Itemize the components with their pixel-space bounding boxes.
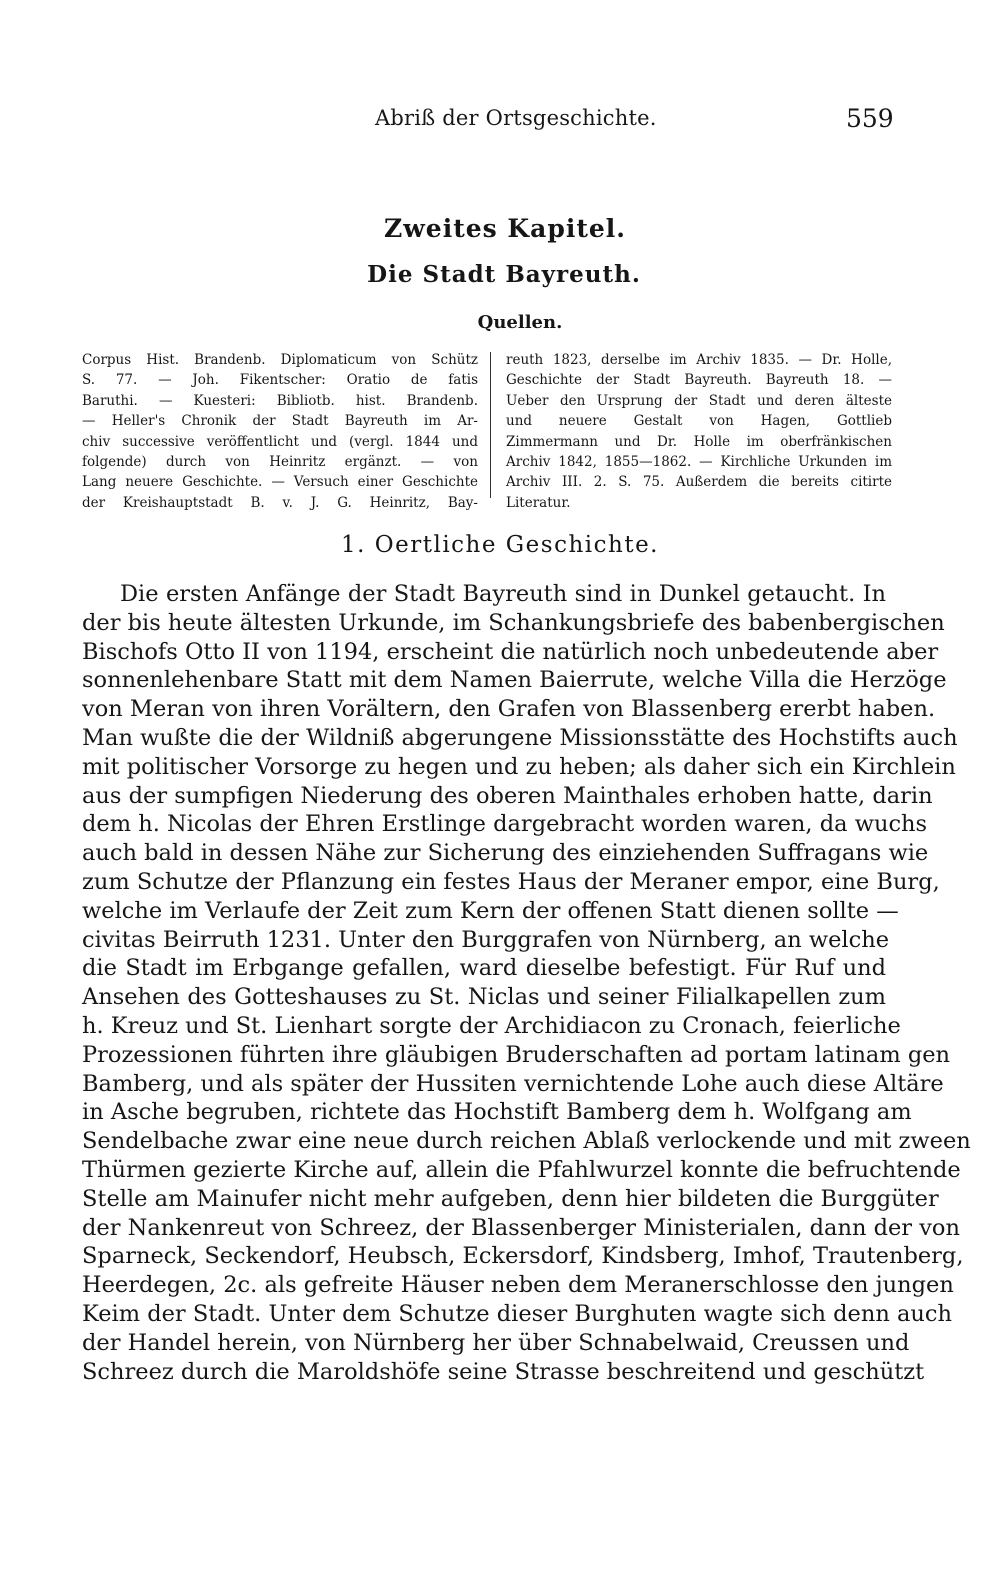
body-paragraph	[82, 580, 971, 1386]
source-line: Geschichte der Stadt Bayreuth. Bayreuth 18. —	[506, 372, 892, 389]
body-line: der Handel herein, von Nürnberg her über Schnabelwaid, Creussen und	[82, 1329, 910, 1356]
source-line: und neuere Gestalt von Hagen, Gottlieb	[506, 413, 892, 430]
running-head: Abriß der Ortsgeschichte.	[375, 106, 657, 130]
body-line: Die ersten Anfänge der Stadt Bayreuth sind in Dunkel getaucht. In	[120, 581, 886, 607]
source-line: folgende) durch von Heinritz ergänzt. — von	[82, 454, 478, 471]
body-line: zum Schutze der Pflanzung ein festes Haus der Meraner empor, eine Burg,	[82, 868, 940, 895]
sources-left-column	[82, 350, 478, 513]
body-line: Bischofs Otto II von 1194, erscheint die natürlich noch unbedeutende aber	[82, 638, 939, 665]
source-line: Archiv III. 2. S. 75. Außerdem die bereits citirte	[506, 474, 892, 491]
body-line: der bis heute ältesten Urkunde, im Schankungsbriefe des babenbergischen	[82, 609, 945, 636]
source-line: — Heller's Chronik der Stadt Bayreuth im Ar-	[82, 413, 478, 430]
sources-right-column	[506, 350, 892, 513]
section-title: Die Stadt Bayreuth.	[367, 261, 641, 288]
body-line: Keim der Stadt. Unter dem Schutze dieser Burghuten wagte sich denn auch	[82, 1300, 953, 1327]
body-line: aus der sumpfigen Niederung des oberen Mainthales erhoben hatte, darin	[82, 782, 933, 809]
source-line: Baruthi. — Kuesteri: Bibliotb. hist. Brandenb.	[82, 392, 478, 409]
source-line: der Kreishauptstadt B. v. J. G. Heinritz, Bay-	[82, 494, 478, 511]
source-line: S. 77. — Joh. Fikentscher: Oratio de fatis	[82, 372, 478, 389]
body-line: Stelle am Mainufer nicht mehr aufgeben, denn hier bildeten die Burggüter	[82, 1185, 939, 1212]
source-line: reuth 1823, derselbe im Archiv 1835. — Dr. Holle,	[506, 352, 892, 368]
source-line: Corpus Hist. Brandenb. Diplomaticum von Schütz	[82, 352, 478, 368]
body-line: welche im Verlaufe der Zeit zum Kern der offenen Statt dienen sollte —	[82, 897, 899, 924]
page-number: 559	[846, 104, 894, 133]
column-divider	[490, 352, 491, 498]
chapter-title: Zweites Kapitel.	[384, 214, 626, 243]
source-line: chiv successive veröffentlicht und (vergl. 1844 und	[82, 433, 478, 450]
body-line: die Stadt im Erbgange gefallen, ward dieselbe befestigt. Für Ruf und	[82, 955, 886, 982]
body-line: mit politischer Vorsorge zu hegen und zu heben; als daher sich ein Kirchlein	[82, 753, 956, 780]
body-line: Thürmen gezierte Kirche auf, allein die Pfahlwurzel konnte die befruchtende	[82, 1156, 961, 1183]
body-line: dem h. Nicolas der Ehren Erstlinge dargebracht worden waren, da wuchs	[82, 811, 928, 838]
body-line: civitas Beirruth 1231. Unter den Burggrafen von Nürnberg, an welche	[82, 926, 890, 953]
body-line: Prozessionen führten ihre gläubigen Bruderschaften ad portam latinam gen	[82, 1041, 951, 1068]
sources-title: Quellen.	[477, 312, 563, 333]
source-line: Zimmermann und Dr. Holle im oberfränkischen	[506, 433, 892, 450]
source-line: Literatur.	[506, 494, 571, 511]
body-line: sonnenlehenbare Statt mit dem Namen Baierrute, welche Villa die Herzöge	[82, 667, 947, 694]
source-line: Lang neuere Geschichte. — Versuch einer Geschichte	[82, 474, 478, 491]
body-line: Heerdegen, 2c. als gefreite Häuser neben dem Meranerschlosse den jungen	[82, 1272, 954, 1299]
source-line: Archiv 1842, 1855—1862. — Kirchliche Urkunden im	[506, 454, 892, 471]
body-line: h. Kreuz und St. Lienhart sorgte der Archidiacon zu Cronach, feierliche	[82, 1012, 901, 1039]
body-line: Sparneck, Seckendorf, Heubsch, Eckersdorf, Kindsberg, Imhof, Trautenberg,	[82, 1243, 964, 1270]
body-line: Man wußte die der Wildniß abgerungene Missionsstätte des Hochstifts auch	[82, 724, 958, 751]
body-line: von Meran von ihren Vorältern, den Grafen von Blassenberg ererbt haben.	[82, 696, 936, 723]
body-line: Bamberg, und als später der Hussiten vernichtende Lohe auch diese Altäre	[82, 1070, 944, 1097]
body-line: Ansehen des Gotteshauses zu St. Niclas und seiner Filialkapellen zum	[82, 984, 886, 1011]
subsection-heading: 1. Oertliche Geschichte.	[341, 532, 659, 558]
body-line: Sendelbache zwar eine neue durch reichen Ablaß verlockende und mit zween	[82, 1128, 971, 1155]
source-line: Ueber den Ursprung der Stadt und deren älteste	[506, 392, 892, 409]
body-line: Schreez durch die Maroldshöfe seine Strasse beschreitend und geschützt	[82, 1358, 925, 1385]
body-line: in Asche begruben, richtete das Hochstift Bamberg dem h. Wolfgang am	[82, 1099, 912, 1126]
body-line: der Nankenreut von Schreez, der Blassenberger Ministerialen, dann der von	[82, 1214, 960, 1241]
body-line: auch bald in dessen Nähe zur Sicherung des einziehenden Suffragans wie	[82, 840, 929, 867]
